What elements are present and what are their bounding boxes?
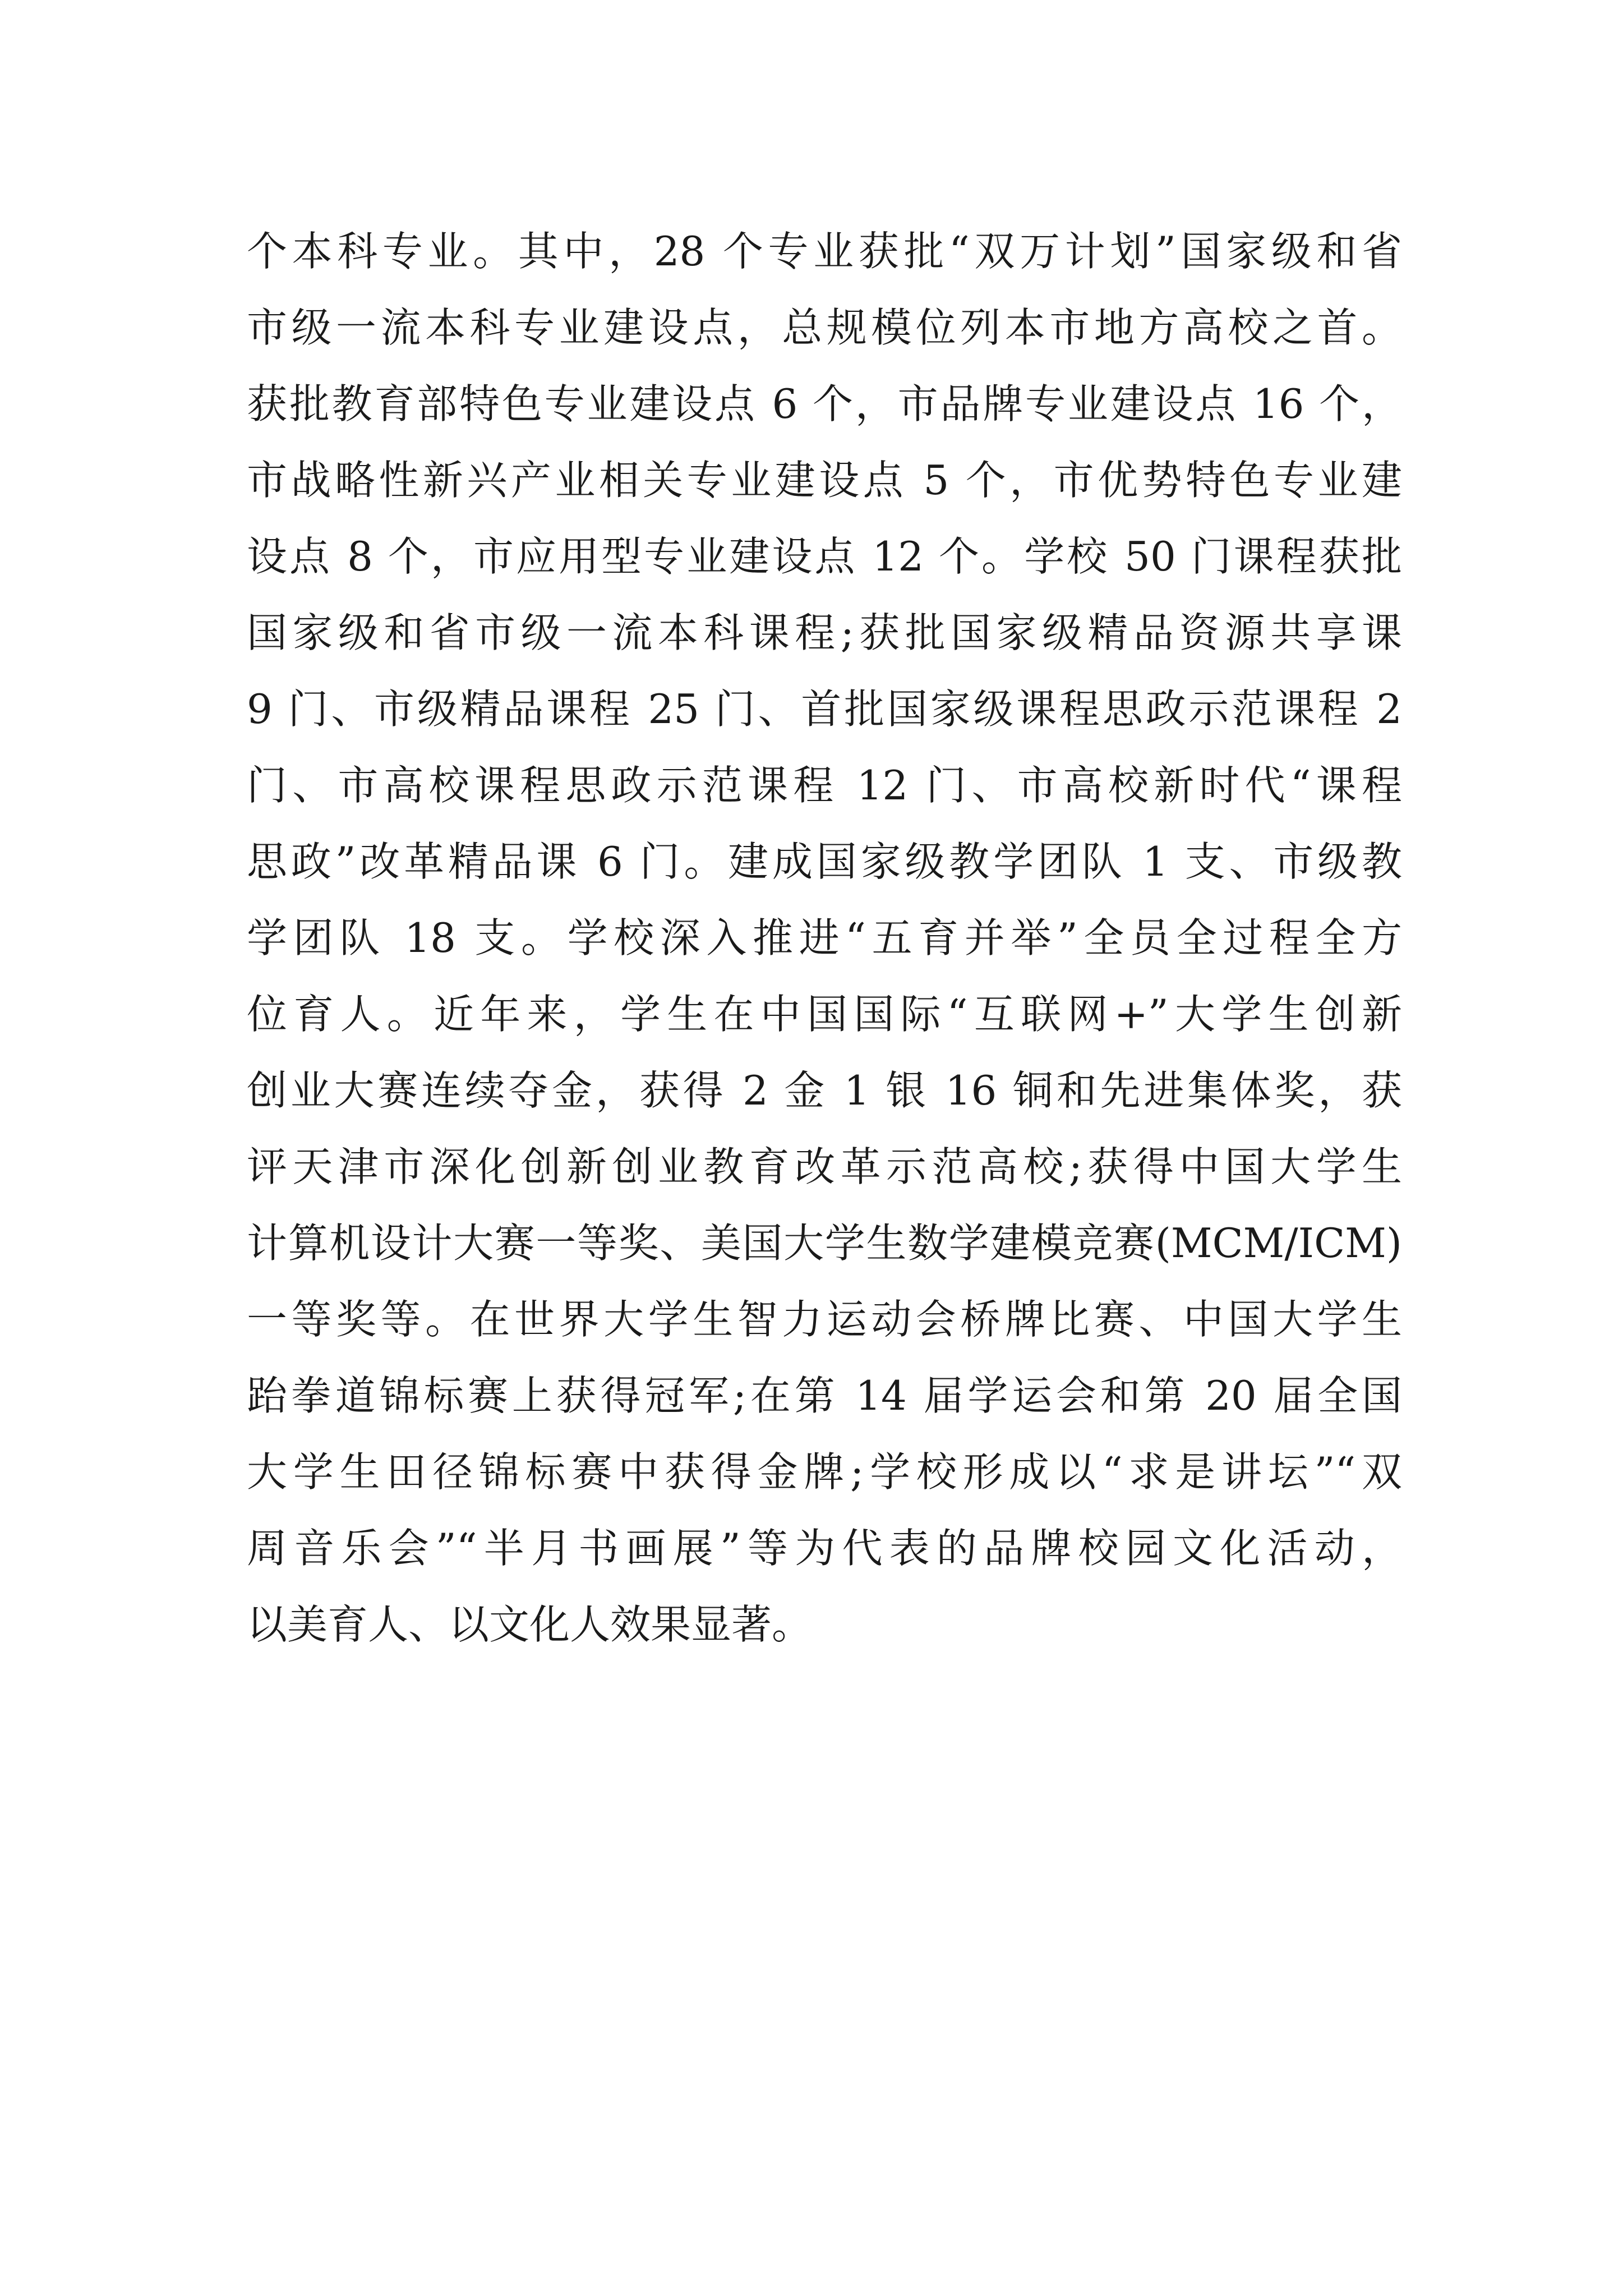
paragraph-line: 国家级和省市级一流本科课程;获批国家级精品资源共享课 bbox=[247, 609, 1402, 656]
paragraph-line: 个本科专业。其中，28 个专业获批“双万计划”国家级和省 bbox=[247, 228, 1402, 275]
body-paragraph bbox=[247, 213, 1402, 1663]
paragraph-line: 门、市高校课程思政示范课程 12 门、市高校新时代“课程 bbox=[247, 762, 1402, 809]
paragraph-line: 以美育人、以文化人效果显著。 bbox=[247, 1601, 813, 1648]
paragraph-line: 周音乐会”“半月书画展”等为代表的品牌校园文化活动， bbox=[247, 1525, 1402, 1572]
paragraph-line: 一等奖等。在世界大学生智力运动会桥牌比赛、中国大学生 bbox=[247, 1296, 1402, 1343]
paragraph-line: 市战略性新兴产业相关专业建设点 5 个，市优势特色专业建 bbox=[247, 457, 1402, 504]
paragraph-line: 9 门、市级精品课程 25 门、首批国家级课程思政示范课程 2 bbox=[247, 685, 1402, 733]
paragraph-line: 评天津市深化创新创业教育改革示范高校;获得中国大学生 bbox=[247, 1143, 1402, 1190]
paragraph-line: 大学生田径锦标赛中获得金牌;学校形成以“求是讲坛”“双 bbox=[247, 1448, 1402, 1496]
paragraph-line: 学团队 18 支。学校深入推进“五育并举”全员全过程全方 bbox=[247, 914, 1402, 961]
paragraph-line: 市级一流本科专业建设点，总规模位列本市地方高校之首。 bbox=[247, 304, 1402, 351]
paragraph-line: 计算机设计大赛一等奖、美国大学生数学建模竞赛(MCM/ICM) bbox=[247, 1220, 1402, 1267]
paragraph-line: 设点 8 个，市应用型专业建设点 12 个。学校 50 门课程获批 bbox=[247, 533, 1402, 580]
paragraph-line: 创业大赛连续夺金，获得 2 金 1 银 16 铜和先进集体奖，获 bbox=[247, 1067, 1402, 1114]
paragraph-line: 位育人。近年来，学生在中国国际“互联网+”大学生创新 bbox=[247, 991, 1402, 1038]
paragraph-line: 获批教育部特色专业建设点 6 个，市品牌专业建设点 16 个， bbox=[247, 380, 1402, 427]
paragraph-line: 跆拳道锦标赛上获得冠军;在第 14 届学运会和第 20 届全国 bbox=[247, 1372, 1402, 1419]
paragraph-line: 思政”改革精品课 6 门。建成国家级教学团队 1 支、市级教 bbox=[247, 838, 1402, 885]
